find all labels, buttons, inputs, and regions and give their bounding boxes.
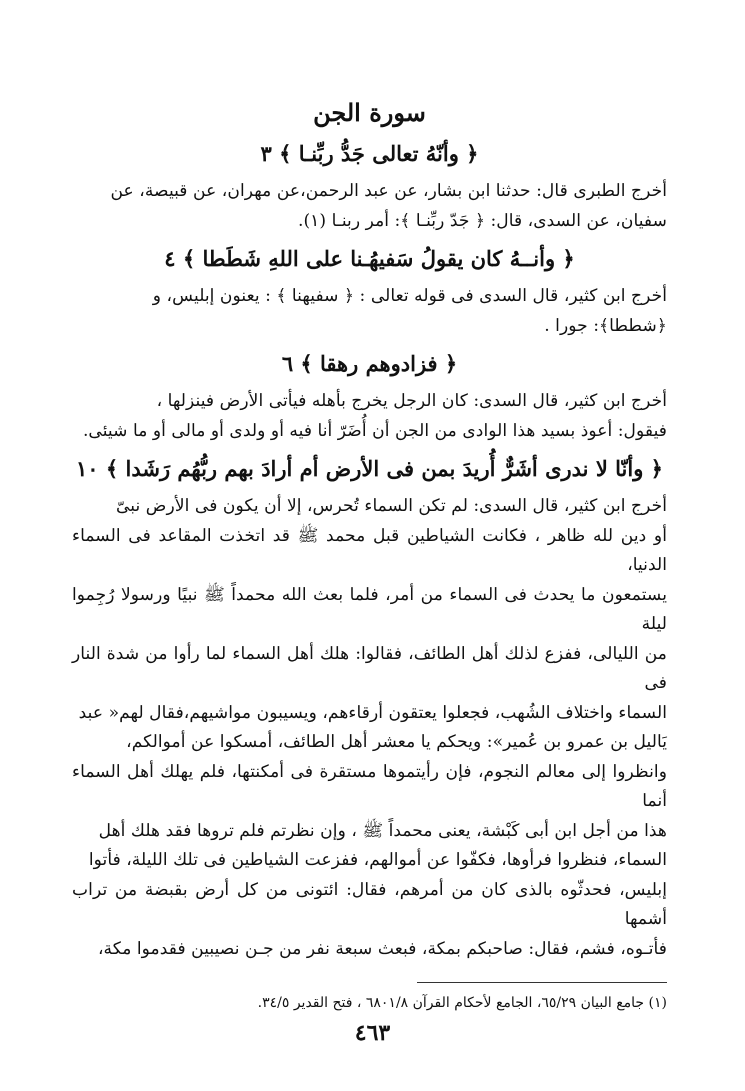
surah-title: سورة الجن: [313, 98, 426, 127]
text-line: السماء، فنظروا فرأوها، فكفّوا عن أموالهم، ففزعت الشياطين فى تلك الليلة، فأتوا: [88, 850, 667, 870]
verse-heading: ﴿ وأنــهُ كان يقولُ سَفيهُـنا على اللهِ شَطَطا ﴾ ٤: [164, 246, 575, 271]
text-line: أخرج ابن كثير، قال السدى: كان الرجل يخرج بأهله فيأتى الأرض فينزلها ،: [156, 391, 667, 411]
text-line: ﴿شططا﴾: جورا .: [544, 315, 667, 336]
footnote: (١) جامع البيان ٦٥/٢٩، الجامع لأحكام القرآن ٦٨٠١/٨ ، فتح القدير ٣٤/٥.: [257, 995, 667, 1011]
commentary-paragraph: [72, 492, 667, 964]
text-line: أخرج ابن كثير، قال السدى فى قوله تعالى : ﴿ سفيهنا ﴾ : يعنون إبليس، و: [152, 286, 667, 306]
text-line: أخرج الطبرى قال: حدثنا ابن بشار، عن عبد الرحمن،عن مهران، عن قبيصة، عن: [110, 181, 667, 201]
text-line: سفيان، عن السدى، قال: ﴿ جَدّ ربِّنـا ﴾: أمر ربنـا (١).: [298, 210, 667, 231]
sections-container: [72, 137, 667, 964]
text-line: أخرج ابن كثير، قال السدى: لم تكن السماء تُحرس، إلا أن يكون فى الأرض نبىّ: [115, 496, 667, 516]
text-line: يَاليل بن عمرو بن عُمير»: ويحكم يا معشر أهل الطائف، أمسكوا عن أموالكم،: [126, 732, 667, 752]
commentary-paragraph: [72, 177, 667, 236]
text-line: وانظروا إلى معالم النجوم، فإن رأيتموها مستقرة فى أمكنتها، فلم يهلك أهل السماء أنما: [72, 761, 667, 811]
verse-heading: ﴿ وأنّهُ تعالى جَدُّ ربِّنـا ﴾ ٣: [260, 141, 479, 166]
verse-heading: ﴿ فزادوهم رهقا ﴾ ٦: [281, 351, 458, 376]
page-number: ٤٦٣: [354, 1020, 391, 1046]
commentary-paragraph: [72, 282, 667, 341]
text-line: فيقول: أعوذ بسيد هذا الوادى من الجن أن أُضَرّ أنا فيه أو ولدى أو مالى أو ما شيئى.: [82, 420, 667, 441]
footnote-divider: [417, 982, 667, 983]
verse-heading: ﴿ وأنّا لا ندرى أشَرٌّ أُريدَ بمن فى الأرض أم أرادَ بهم ربُّهُم رَشَدا ﴾ ١٠: [76, 456, 663, 481]
text-line: إبليس، فحدثّوه بالذى كان من أمرهم، فقال: ائتونى من كل أرض بقبضة من تراب أشمها: [72, 879, 667, 929]
text-line: فأتـوه، فشم، فقال: صاحبكم بمكة، فبعث سبعة نفر من جـن نصيبين فقدموا مكة،: [97, 938, 667, 959]
commentary-paragraph: [72, 387, 667, 446]
text-line: أو دين لله ظاهر ، فكانت الشياطين قبل محمد ﷺ قد اتخذت المقاعد فى السماء الدنيا،: [72, 525, 667, 575]
text-line: من الليالى، ففزع لذلك أهل الطائف، فقالوا: هلك أهل السماء لما رأوا من شدة النار فى: [72, 643, 667, 693]
text-line: هذا من أجل ابن أبى كَبْشة، يعنى محمداً ﷺ ، وإن نظرتم فلم تروها فقد هلك أهل: [98, 820, 667, 841]
text-line: السماء واختلاف الشُهب، فجعلوا يعتقون أرقاءهم، ويسيبون مواشيهم،فقال لهم« عبد: [78, 702, 667, 723]
text-line: يستمعون ما يحدث فى السماء من أمر، فلما بعث الله محمداً ﷺ نبيًا ورسولا رُجِموا ليلة: [72, 584, 667, 634]
